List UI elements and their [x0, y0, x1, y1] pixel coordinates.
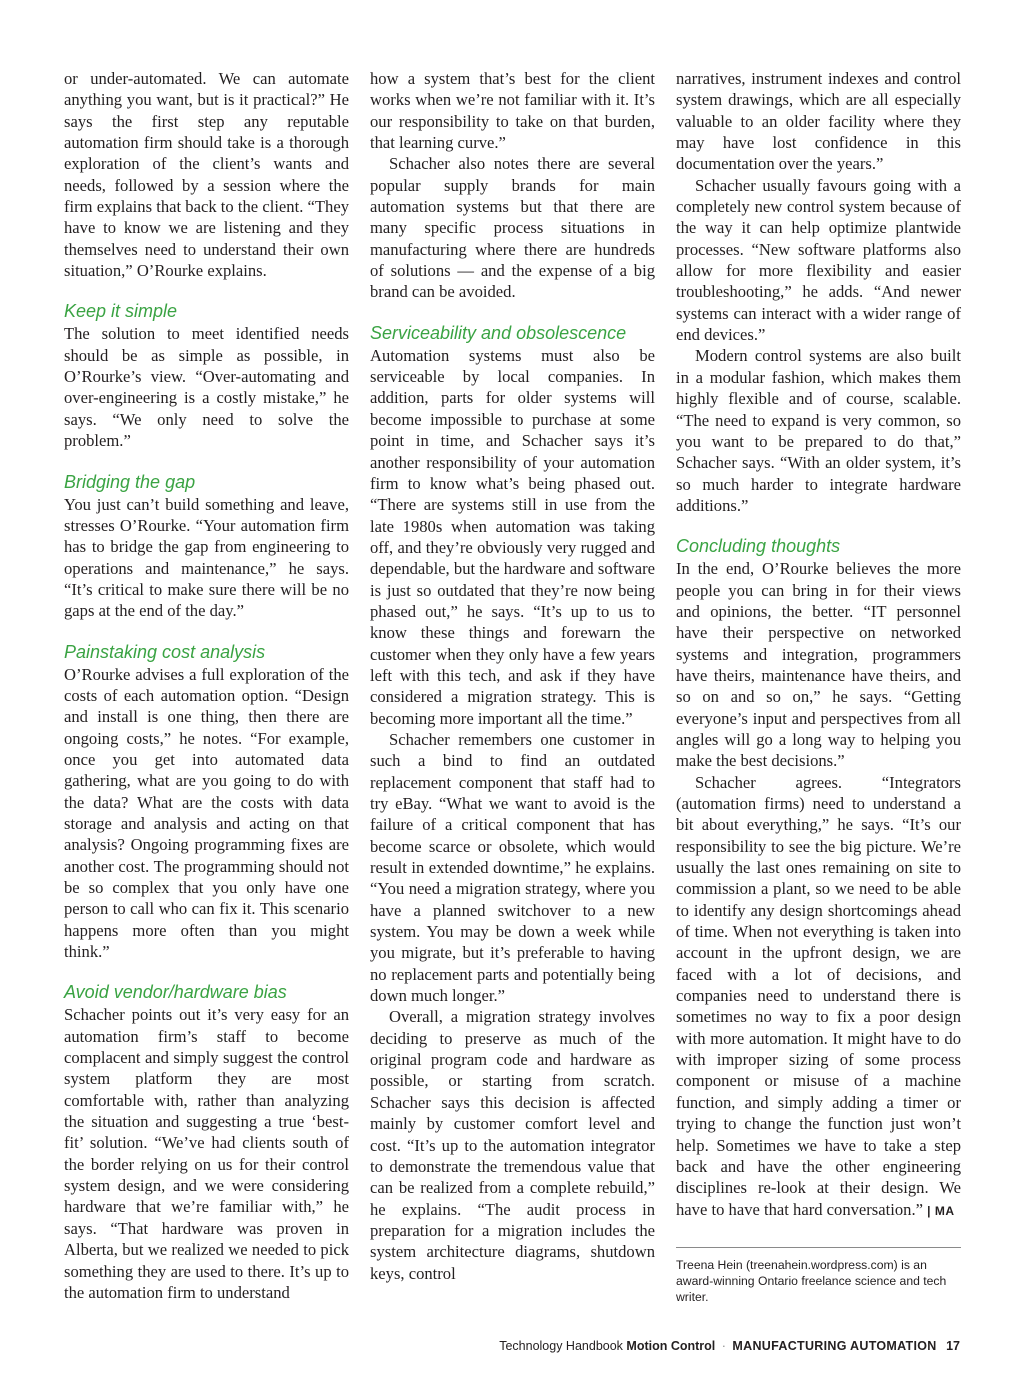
body-paragraph: O’Rourke advises a full exploration of the costs of each automation option. “Design and install is one thing, then there are ongoing costs,” he notes. “For example, once you get into automated data gathering, what are you going to do with the data? What are the costs with data storage and analysis and acting on that analysis? Ongoing programming fixes are another cost. The programming should not be so complex that you only have one person to call who can fix it. This scenario happens more often than you might think.”: [64, 664, 349, 962]
subheading-concluding-thoughts: Concluding thoughts: [676, 536, 841, 557]
body-paragraph: The solution to meet identified needs should be as simple as possible, in O’Rourke’s view. “Over-automating and over-engineering is a costly mistake,” he says. “We only need to solve the problem.”: [64, 324, 349, 451]
end-mark: | MA: [927, 1203, 955, 1218]
article-column-3: [676, 68, 961, 1222]
body-paragraph: Overall, a migration strategy involves deciding to preserve as much of the original program code and hardware as possible, or starting from scratch. Schacher says this decision is affected mainly by customer comfort level and cost. “It’s up to the automation integrator to demonstrate the tremendous value that can be realized from a complete rebuild,” he explains. “The audit process in preparation for a migration includes the system architecture diagrams, shutdown keys, control: [370, 1007, 655, 1283]
subheading-cost-analysis: Painstaking cost analysis: [64, 641, 266, 662]
body-paragraph: Schacher points out it’s very easy for an automation firm’s staff to become complacent and simply suggest the control system platform they are most comfortable with, rather than analyzing the situation and suggesting a true ‘best-fit’ solution. “We’ve had clients south of the border relying on us for their control system design, and we were considering hardware that we’re familiar with,” he says. “That hardware was proven in Alberta, but we realized we needed to pick something they are used to there. It’s up to the automation firm to understand: [64, 1005, 349, 1302]
bio-divider: [676, 1247, 961, 1248]
body-paragraph: or under-automated. We can automate anything you want, but is it practical?” He says the first step any reputable automation firm should take is a thorough exploration of the client’s wants and needs, followed by a session where the firm explains that back to the client. “They have to know we are listening and they themselves need to understand their own situation,” O’Rourke explains.: [64, 69, 349, 281]
subheading-serviceability: Serviceability and obsolescence: [370, 322, 627, 343]
page-number: 17: [946, 1339, 960, 1353]
body-paragraph: narratives, instrument indexes and control system drawings, which are all especially valuable to an older facility where they may have lost confidence in this documentation over the years.”: [676, 69, 961, 174]
subheading-bridging-the-gap: Bridging the gap: [64, 471, 196, 492]
footer-handbook: Technology Handbook: [499, 1339, 623, 1353]
footer-section: Motion Control: [626, 1339, 716, 1353]
article-column-2: [370, 68, 655, 1284]
subheading-vendor-bias: Avoid vendor/hardware bias: [64, 982, 287, 1003]
body-paragraph: Automation systems must also be serviceable by local companies. In addition, parts for older systems will become impossible to purchase at some point in time, and Schacher says it’s another responsibility of your automation firm to know what’s being phased out. “There are systems still in use from the late 1980s when automation was taking off, and they’re obviously very rugged and dependable, but the hardware and software is just so outdated that they’re now being phased out,” he says. “It’s up to us to know these things and forewarn the customer when they only have a few years left with this tech, and ask if they have considered a migration strategy. This is becoming more important all the time.”: [370, 345, 655, 728]
body-paragraph: You just can’t build something and leave, stresses O’Rourke. “Your automation firm has to bridge the gap from engineering to operations and maintenance,” he says. “It’s critical to make sure there will be no gaps at the end of the day.”: [64, 494, 349, 621]
body-paragraph: how a system that’s best for the client works when we’re not familiar with it. It’s our responsibility to take on that burden, that learning curve.”: [370, 69, 655, 153]
footer-magazine: MANUFACTURING AUTOMATION: [732, 1339, 937, 1353]
subheading-keep-it-simple: Keep it simple: [64, 301, 178, 322]
article-column-1: [64, 68, 349, 1303]
body-paragraph: In the end, O’Rourke believes the more people you can bring in for their views and opinions, the better. “IT personnel have their perspective on networked systems and integration, programmers have theirs, maintenance have theirs, and so on and so on,” he says. “Getting everyone’s input and perspectives from all angles will go a long way to helping you make the best decisions.”: [676, 559, 961, 771]
page-footer: [499, 1339, 960, 1353]
body-paragraph: Schacher also notes there are several popular supply brands for main automation systems but that there are many specific process situations in manufacturing where there are hundreds of solutions — and the expense of a big brand can be avoided.: [370, 154, 655, 302]
body-paragraph-final: [676, 772, 961, 1222]
body-paragraph: Schacher remembers one customer in such a bind to find an outdated replacement component that staff had to try eBay. “What we want to avoid is the failure of a critical component that has become scarce or obsolete, which would result in extended downtime,” he explains. “You need a migration strategy, where you have a planned switchover to a new system. You may be down a week while you migrate, but it’s preferable to having no replacement parts and potentially being down much longer.”: [370, 729, 655, 1006]
footer-separator: ·: [721, 1339, 726, 1353]
author-bio: Treena Hein (treenahein.wordpress.com) is an award-winning Ontario freelance science and tech writer.: [676, 1258, 947, 1304]
body-paragraph: Modern control systems are also built in a modular fashion, which makes them highly flexible and of course, scalable. “The need to expand is very common, so you want to be prepared to do that,” Schacher says. “With an older system, it’s so much harder to integrate hardware additions.”: [676, 346, 961, 515]
final-paragraph-text: Schacher agrees. “Integrators (automation firms) need to understand a bit about everything,” he says. “It’s our responsibility to see the big picture. We’re usually the last ones remaining on site to commission a plant, so we need to be able to identify any design shortcomings ahead of time. When not everything is taken into account in the upfront design, we are faced with a lot of decisions, and companies need to understand there is sometimes no way to fix a poor design with more automation. It might have to do with improper sizing of some process component or misuse of a machine function, and simply adding a timer or trying to change the function just won’t help. Sometimes we have to take a step back and have the other engineering disciplines re-look at their design. We have to have that hard conversation.”: [676, 772, 961, 1219]
body-paragraph: Schacher usually favours going with a completely new control system because of the way it can help optimize plantwide processes. “New software platforms also allow for more flexibility and easier troubleshooting,” he adds. “And newer systems can interact with a wider range of end devices.”: [676, 175, 961, 345]
